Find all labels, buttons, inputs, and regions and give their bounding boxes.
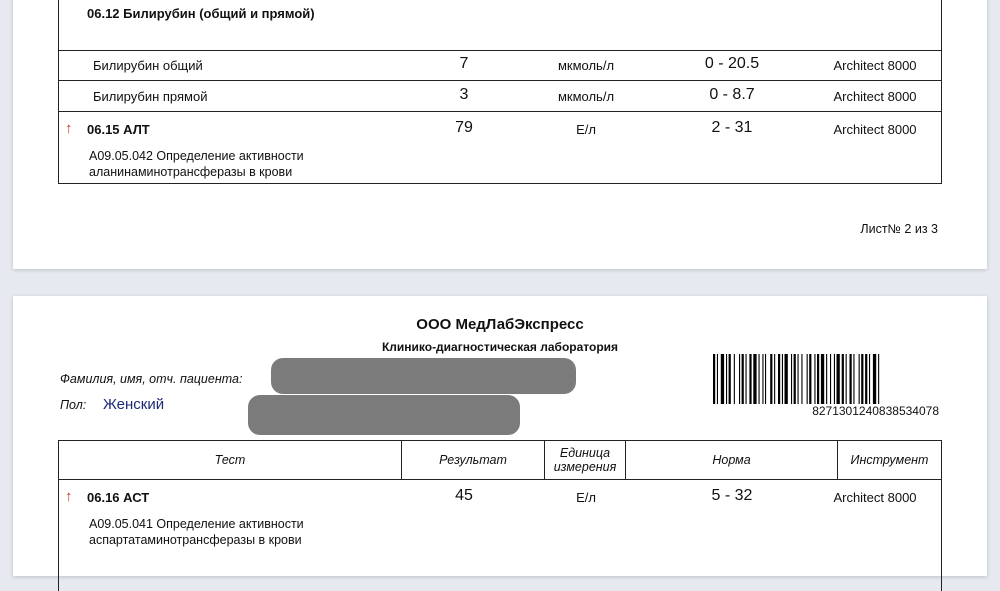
code-line: аспартатаминотрансферазы в крови <box>89 533 302 547</box>
header-unit-line2: измерения <box>553 460 617 474</box>
report-page-2 <box>13 0 987 269</box>
bilirubin-section-title: 06.12 Билирубин (общий и прямой) <box>87 6 315 21</box>
header-instrument: Инструмент <box>838 441 942 479</box>
header-unit <box>545 441 626 479</box>
lab-subtitle: Клинико-диагностическая лаборатория <box>381 340 619 354</box>
company-name: ООО МедЛабЭкспресс <box>416 316 584 333</box>
result-value: 3 <box>459 86 469 103</box>
arrow-up-icon: ↑ <box>65 120 73 137</box>
test-title: 06.15 АЛТ <box>87 122 150 137</box>
results-table-page-3 <box>58 440 942 591</box>
gender-value: Женский <box>103 396 165 413</box>
norm-range: 0 - 20.5 <box>704 55 760 72</box>
instrument: Architect 8000 <box>833 58 917 73</box>
divider <box>59 80 941 81</box>
divider <box>59 111 941 112</box>
redacted-patient-name <box>271 358 576 394</box>
divider <box>59 50 941 51</box>
header-unit-line1: Единица <box>559 446 611 460</box>
report-page-3 <box>13 296 987 576</box>
instrument: Architect 8000 <box>833 122 917 137</box>
code-line: А09.05.041 Определение активности <box>89 517 304 531</box>
sheet-number: Лист№ 2 из 3 <box>860 222 938 236</box>
result-value: 45 <box>455 487 473 504</box>
result-value: 7 <box>459 55 469 72</box>
norm-range: 5 - 32 <box>711 487 753 504</box>
test-title: 06.16 АСТ <box>87 490 150 505</box>
code-line: аланинаминотрансферазы в крови <box>89 165 293 179</box>
arrow-up-icon: ↑ <box>65 488 73 505</box>
unit: мкмоль/л <box>557 58 615 73</box>
patient-name-label: Фамилия, имя, отч. пациента: <box>60 372 243 386</box>
unit: мкмоль/л <box>557 89 615 104</box>
results-table-page-2 <box>58 0 942 184</box>
test-code-description <box>89 516 304 548</box>
instrument: Architect 8000 <box>833 490 917 505</box>
test-name: Билирубин общий <box>93 58 203 73</box>
unit: Е/л <box>576 490 596 505</box>
header-norm: Норма <box>626 441 838 479</box>
header-test: Тест <box>59 441 402 479</box>
test-name: Билирубин прямой <box>93 89 208 104</box>
header-result: Результат <box>402 441 545 479</box>
test-code-description <box>89 148 304 180</box>
result-value: 79 <box>455 119 473 136</box>
divider <box>59 479 941 480</box>
code-line: А09.05.042 Определение активности <box>89 149 304 163</box>
barcode-number: 8271301240838534078 <box>713 404 939 418</box>
gender-label: Пол: <box>60 398 87 412</box>
norm-range: 0 - 8.7 <box>709 86 755 103</box>
norm-range: 2 - 31 <box>711 119 753 136</box>
unit: Е/л <box>576 122 596 137</box>
redacted-patient-info <box>248 395 520 435</box>
instrument: Architect 8000 <box>833 89 917 104</box>
